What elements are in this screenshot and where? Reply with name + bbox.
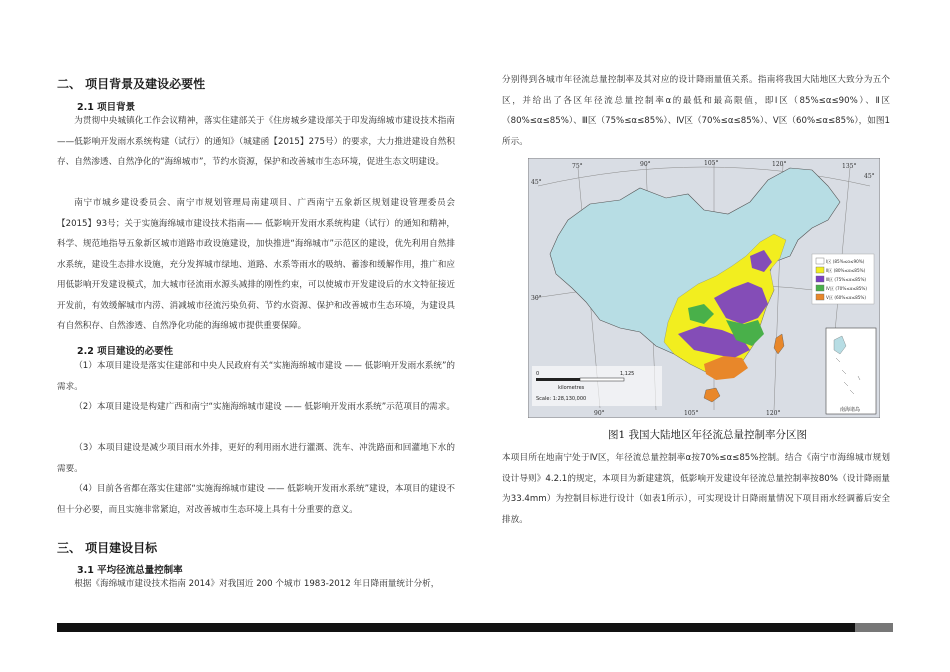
legend-swatch-zone-1 [816,258,824,264]
bottom-label-120: 120° [766,410,781,417]
lat-label-45-left: 45° [531,179,542,186]
inset-label: 南海诸岛 [840,407,861,413]
scale-zero: 0 [536,371,540,377]
section-3-title: 三、 项目建设目标 [57,541,158,555]
legend-swatch-zone-5 [816,294,824,300]
lon-label-135: 135° [842,163,857,170]
right-paragraph-top: 分别得到各城市年径流总量控制率及其对应的设计降雨量值关系。指南将我国大陆地区大致分为五个区，并给出了各区年径流总量控制率α的最低和最高限值，即Ⅰ区（85%≤α≤90%）、Ⅱ区（80%≤α≤85%）、Ⅲ区（75%≤α≤85%）、Ⅳ区（70%≤α≤85%）、Ⅴ区（60%≤α≤85%），如图1所示。 [502,75,890,147]
scale-ratio: Scale: 1:28,130,000 [536,396,587,402]
section-2-title: 二、 项目背景及建设必要性 [57,77,206,91]
south-china-sea-inset [826,328,876,414]
section-2-1-paragraph-1: 为贯彻中央城镇化工作会议精神，落实住建部关于《住房城乡建设部关于印发海绵城市建设技术指南——低影响开发雨水系统构建（试行）的通知》（城建函【2015】275号）的要求，大力推进建设自然积存、自然渗透、自然净化的“海绵城市”，节约水资源，保护和改善城市生态环境，促进生态文明建设。 [57,116,455,167]
footer-bar [57,623,855,632]
section-2-2-item-4: （4）目前各省都在落实住建部“实施海绵城市建设 —— 低影响开发雨水系统”建设，本项目的建设不但十分必要，而且实施非常紧迫，对改善城市生态环境上具有十分重要的意义。 [57,484,455,515]
section-3-1-title: 3.1 平均径流总量控制率 [77,565,183,576]
lon-label-120: 120° [772,161,787,168]
lat-label-30-left: 30° [531,295,542,302]
legend-swatch-zone-2 [816,267,824,273]
section-2-2-item-3: （3）本项目建设是减少项目雨水外排，更好的利用雨水进行灌溉、洗车、冲洗路面和回灌地下水的需要。 [57,443,455,474]
section-2-2-title: 2.2 项目建设的必要性 [77,346,174,357]
lat-label-45-right: 45° [864,173,875,180]
legend-label-zone-4: Ⅳ区 (70%≤α≤85%) [826,286,868,291]
legend-label-zone-3: Ⅲ区 (75%≤α≤85%) [826,277,867,282]
section-2-1-title: 2.1 项目背景 [77,102,136,113]
section-3-1-paragraph-1: 根据《海绵城市建设技术指南 2014》对我国近 200 个城市 1983-2012 年日降雨量统计分析， [74,579,440,589]
footer-page-indicator [855,623,893,632]
section-2-2-item-2: （2）本项目建设是构建广西和南宁“实施海绵城市建设 —— 低影响开发雨水系统”示范项目的需求。 [74,402,455,412]
bottom-label-105: 105° [684,410,699,417]
bottom-label-90: 90° [594,410,605,417]
lon-label-75: 75° [572,163,583,170]
right-paragraph-bottom: 本项目所在地南宁处于Ⅳ区，年径流总量控制率α按70%≤α≤85%控制。结合《南宁市海绵城市规划设计导则》4.2.1的规定，本项目为新建建筑，低影响开发建设年径流总量控制率按80%（设计降雨量为33.4mm）为控制目标进行设计（如表1所示），可实现设计日降雨量情况下项目雨水经调蓄后安全排放。 [502,453,890,525]
scale-max: 1,125 [620,371,635,377]
legend-label-zone-5: Ⅴ区 (60%≤α≤85%) [826,295,867,300]
map-legend [812,254,874,304]
lon-label-105: 105° [704,160,719,167]
lon-label-90: 90° [640,161,651,168]
legend-swatch-zone-3 [816,276,824,282]
figure-1-caption: 图1 我国大陆地区年径流总量控制率分区图 [608,429,808,441]
legend-label-zone-1: Ⅰ区 (85%≤α≤90%) [826,259,865,264]
legend-label-zone-2: Ⅱ区 (80%≤α≤85%) [826,268,866,273]
section-2-2-item-1: （1）本项目建设是落实住建部和中央人民政府有关“实施海绵城市建设 —— 低影响开发雨水系统”的需求。 [57,361,455,392]
section-2-1-paragraph-2: 南宁市城乡建设委员会、南宁市规划管理局南建项目、广西南宁五象新区规划建设管理委员会【2015】93号；关于实施海绵城市建设技术指南—— 低影响开发雨水系统构建（试行）的通知和精神，科学、规范地指导五象新区城市道路市政设施建设，加快推进“海绵城市”示范区的建设，优先利用自然排水系统，建设生态排水设施，充分发挥城市绿地、道路、水系等雨水的吸纳、蓄渗和缓解作用，推广和应用低影响开发建设模式，加大城市径流雨水源头减排的刚性约束，可以使城市开发建设后的水文特征接近开发前，有效缓解城市内涝、消减城市径流污染负荷、节约水资源、保护和改善城市生态环境，为建设具有自然积存、自然渗透、自然净化功能的海绵城市提供重要保障。 [57,198,455,331]
map-scale-bar [532,366,662,406]
legend-swatch-zone-4 [816,285,824,291]
china-zoning-map [528,158,880,418]
scale-unit: kilometres [558,385,585,391]
